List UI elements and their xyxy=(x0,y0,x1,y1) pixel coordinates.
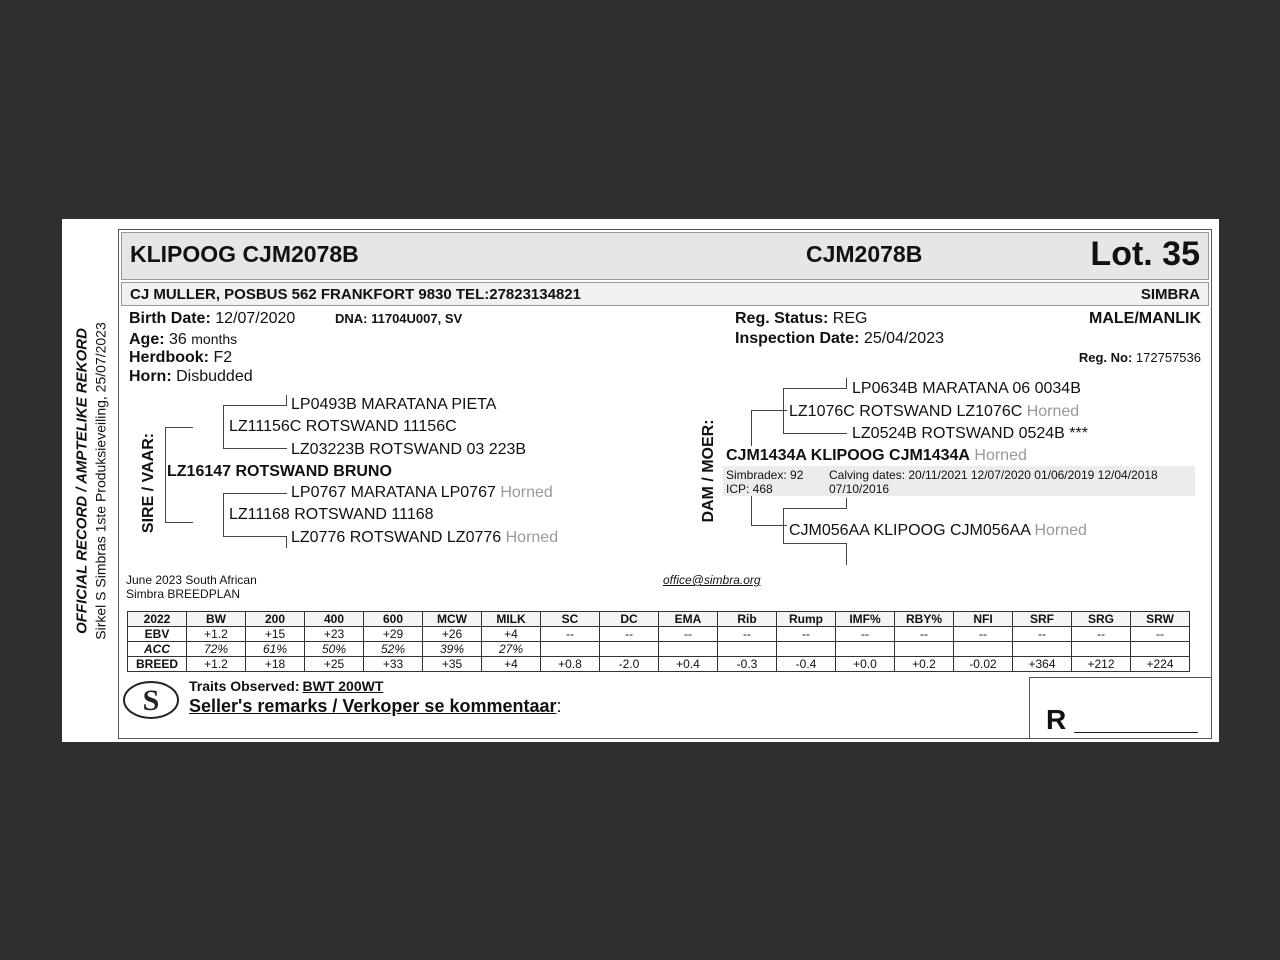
table-cell: +26 xyxy=(423,627,482,642)
sire-name: LZ16147 ROTSWAND BRUNO xyxy=(167,463,392,480)
table-cell: -- xyxy=(836,627,895,642)
animal-id: CJM2078B xyxy=(806,241,923,267)
table-cell xyxy=(1013,642,1072,657)
table-row xyxy=(128,642,1190,657)
reg-status: Reg. Status: REG xyxy=(735,310,868,327)
table-cell xyxy=(836,642,895,657)
table-cell: -- xyxy=(541,627,600,642)
table-cell: +0.4 xyxy=(659,657,718,672)
calving-dates-cont: 07/10/2016 xyxy=(829,482,890,496)
side-caption xyxy=(66,309,116,654)
dam-dam: CJM056AA KLIPOOG CJM056AA Horned xyxy=(789,522,1087,539)
table-cell xyxy=(1072,642,1131,657)
table-cell: +0.0 xyxy=(836,657,895,672)
table-cell: 600 xyxy=(364,612,423,627)
table-cell: +0.2 xyxy=(895,657,954,672)
table-cell: -- xyxy=(718,627,777,642)
breedplan-line1: June 2023 South African xyxy=(126,573,257,587)
table-cell: BW xyxy=(187,612,246,627)
horn-status: Horn: Disbudded xyxy=(129,368,253,385)
traits-observed: Traits Observed: BWT 200WT xyxy=(189,678,384,694)
sire-dam-dam: LZ0776 ROTSWAND LZ0776 Horned xyxy=(291,529,559,546)
sire-label: SIRE / VAAR: xyxy=(140,432,157,534)
dam-sire: LZ1076C ROTSWAND LZ1076C Horned xyxy=(789,403,1080,420)
seller-remarks: Seller's remarks / Verkoper se kommentaar: xyxy=(189,696,562,716)
table-cell: 39% xyxy=(423,642,482,657)
table-cell: +4 xyxy=(482,627,541,642)
table-cell: EBV xyxy=(128,627,187,642)
table-cell: Rib xyxy=(718,612,777,627)
sire-dam-sire: LP0767 MARATANA LP0767 Horned xyxy=(291,484,553,501)
table-cell: -0.3 xyxy=(718,657,777,672)
table-cell: -- xyxy=(1131,627,1190,642)
sex: MALE/MANLIK xyxy=(1089,310,1201,327)
table-cell: 2022 xyxy=(128,612,187,627)
table-cell: +212 xyxy=(1072,657,1131,672)
table-cell: IMF% xyxy=(836,612,895,627)
table-cell: -- xyxy=(659,627,718,642)
breeder-info: CJ MULLER, POSBUS 562 FRANKFORT 9830 TEL:27823134821 xyxy=(130,286,581,303)
table-cell: +224 xyxy=(1131,657,1190,672)
table-cell: -- xyxy=(954,627,1013,642)
table-cell: +15 xyxy=(246,627,305,642)
traits-table xyxy=(127,611,1190,672)
table-row xyxy=(128,627,1190,642)
table-cell: MILK xyxy=(482,612,541,627)
sire-sire-sire: LP0493B MARATANA PIETA xyxy=(291,396,497,413)
table-cell: -0.4 xyxy=(777,657,836,672)
herdbook: Herdbook: F2 xyxy=(129,349,233,366)
dam-sire-sire: LP0634B MARATANA 06 0034B xyxy=(852,380,1081,397)
title-bar xyxy=(121,232,1209,280)
table-cell xyxy=(777,642,836,657)
lot-number: Lot. 35 xyxy=(1090,235,1200,273)
table-cell: +33 xyxy=(364,657,423,672)
table-cell xyxy=(541,642,600,657)
animal-name: KLIPOOG CJM2078B xyxy=(130,241,359,267)
table-cell: +4 xyxy=(482,657,541,672)
dam-name: CJM1434A KLIPOOG CJM1434A Horned xyxy=(726,447,1027,464)
table-cell: -- xyxy=(600,627,659,642)
price-label: R xyxy=(1046,704,1067,735)
table-cell: +18 xyxy=(246,657,305,672)
sire-sire: LZ11156C ROTSWAND 11156C xyxy=(229,418,457,435)
simbra-logo-icon xyxy=(121,676,181,724)
table-cell: +1.2 xyxy=(187,627,246,642)
record-panel xyxy=(118,229,1212,739)
inspection-date: Inspection Date: 25/04/2023 xyxy=(735,330,944,347)
email-link[interactable]: office@simbra.org xyxy=(663,573,761,587)
table-cell: -- xyxy=(895,627,954,642)
table-cell: RBY% xyxy=(895,612,954,627)
table-cell: +23 xyxy=(305,627,364,642)
table-cell: 61% xyxy=(246,642,305,657)
breedplan-line2: Simbra BREEDPLAN xyxy=(126,587,241,601)
dam-label: DAM / MOER: xyxy=(700,419,717,523)
table-cell: MCW xyxy=(423,612,482,627)
calving-dates: Calving dates: 20/11/2021 12/07/2020 01/06/2019 12/04/2018 xyxy=(829,468,1158,482)
table-cell: SRG xyxy=(1072,612,1131,627)
svg-text:S: S xyxy=(142,684,160,717)
auction-card xyxy=(62,219,1219,742)
table-cell: +1.2 xyxy=(187,657,246,672)
table-cell: 72% xyxy=(187,642,246,657)
breeder-bar xyxy=(121,282,1209,306)
simbradex: Simbradex: 92 xyxy=(726,468,804,482)
table-cell: -- xyxy=(1072,627,1131,642)
auction-name: Sirkel S Simbras 1ste Produksieveiling, 25/07/2023 xyxy=(92,322,109,640)
table-cell: +25 xyxy=(305,657,364,672)
table-cell: 400 xyxy=(305,612,364,627)
icp: ICP: 468 xyxy=(726,482,773,496)
table-cell: Rump xyxy=(777,612,836,627)
sire-sire-dam: LZ03223B ROTSWAND 03 223B xyxy=(291,441,527,458)
table-cell: -- xyxy=(777,627,836,642)
official-record-label: OFFICIAL RECORD / AMPTELIKE REKORD xyxy=(73,328,91,634)
table-cell: EMA xyxy=(659,612,718,627)
table-cell xyxy=(954,642,1013,657)
table-cell: BREED xyxy=(128,657,187,672)
table-cell: 27% xyxy=(482,642,541,657)
table-cell: -0.02 xyxy=(954,657,1013,672)
reg-number: Reg. No: 172757536 xyxy=(1078,350,1201,365)
dna-info: DNA: 11704U007, SV xyxy=(335,311,463,326)
table-cell: ACC xyxy=(128,642,187,657)
price-line xyxy=(1074,732,1198,733)
table-cell: +0.8 xyxy=(541,657,600,672)
age: Age: 36 months xyxy=(129,331,238,348)
table-cell: 50% xyxy=(305,642,364,657)
table-cell: 52% xyxy=(364,642,423,657)
table-cell xyxy=(659,642,718,657)
table-cell xyxy=(1131,642,1190,657)
table-cell: +364 xyxy=(1013,657,1072,672)
table-cell: 200 xyxy=(246,612,305,627)
table-cell: SRF xyxy=(1013,612,1072,627)
table-cell xyxy=(718,642,777,657)
table-cell: DC xyxy=(600,612,659,627)
table-cell: NFI xyxy=(954,612,1013,627)
table-cell: SRW xyxy=(1131,612,1190,627)
table-cell: +35 xyxy=(423,657,482,672)
table-cell: -2.0 xyxy=(600,657,659,672)
dam-sire-dam: LZ0524B ROTSWAND 0524B *** xyxy=(852,425,1088,442)
table-row xyxy=(128,657,1190,672)
sire-dam: LZ11168 ROTSWAND 11168 xyxy=(229,506,434,523)
price-box xyxy=(1029,677,1212,739)
table-row xyxy=(128,612,1190,627)
table-cell: SC xyxy=(541,612,600,627)
table-cell xyxy=(895,642,954,657)
birth-date: Birth Date: 12/07/2020 xyxy=(129,310,296,327)
table-cell xyxy=(600,642,659,657)
table-cell: +29 xyxy=(364,627,423,642)
breed-name: SIMBRA xyxy=(1140,286,1200,303)
table-cell: -- xyxy=(1013,627,1072,642)
